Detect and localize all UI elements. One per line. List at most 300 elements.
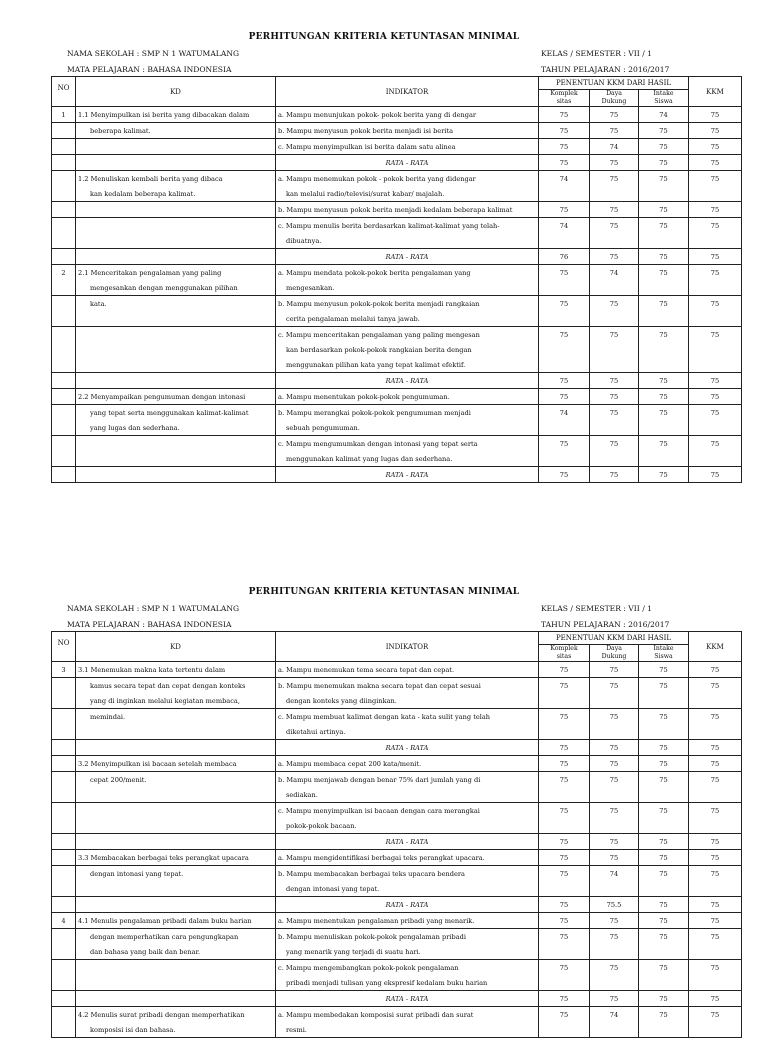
cell-kompleksitas	[539, 280, 590, 296]
cell-kkm: 75	[689, 803, 742, 819]
row-kd: yang tepat serta menggunakan kalimat-kalimat	[76, 405, 276, 421]
cell-intake	[639, 881, 689, 897]
cell-kompleksitas: 75	[539, 123, 590, 139]
cell-intake: 75	[639, 662, 689, 678]
row-indikator: b. Mampu menemukan makna secara tepat dan cepat sesuai	[276, 678, 539, 694]
header-kompleksitas	[539, 90, 590, 107]
class-semester: KELAS / SEMESTER : VII / 1	[541, 49, 653, 58]
cell-kkm: 75	[689, 866, 742, 882]
table-row	[52, 249, 742, 265]
header-daya-dukung-line2: Dukung	[601, 653, 627, 660]
row-no	[52, 866, 76, 882]
cell-kkm: 75	[689, 960, 742, 976]
cell-kkm	[689, 944, 742, 960]
cell-intake: 75	[639, 772, 689, 788]
row-indikator: b. Mampu menuliskan pokok-pokok pengalaman pribadi	[276, 929, 539, 945]
row-kd: dengan memperhatikan cara pengungkapan	[76, 929, 276, 945]
table-row	[52, 296, 742, 312]
header-kompleksitas-line1: Komplek	[550, 645, 578, 652]
row-indikator: c. Mampu menulis berita berdasarkan kalimat-kalimat yang telah-	[276, 218, 539, 234]
cell-kkm	[689, 975, 742, 991]
table-row	[52, 311, 742, 327]
cell-kkm	[689, 420, 742, 436]
cell-intake: 75	[639, 202, 689, 218]
cell-daya-dukung: 74	[590, 139, 639, 155]
row-no	[52, 929, 76, 945]
cell-daya-dukung	[590, 342, 639, 357]
table-row	[52, 678, 742, 694]
cell-kompleksitas: 75	[539, 709, 590, 725]
cell-kkm: 75	[689, 171, 742, 187]
table-row	[52, 357, 742, 373]
table-row	[52, 850, 742, 866]
row-indikator: pribadi menjadi tulisan yang ekspresif kedalam buku harian	[276, 975, 539, 991]
table-row	[52, 389, 742, 405]
kkm-table	[51, 76, 742, 483]
cell-daya-dukung	[590, 975, 639, 991]
row-rata-rata: RATA - RATA	[276, 991, 539, 1007]
row-no	[52, 233, 76, 249]
row-no	[52, 311, 76, 327]
cell-intake	[639, 233, 689, 249]
row-no	[52, 373, 76, 389]
cell-kompleksitas: 75	[539, 678, 590, 694]
table-row	[52, 740, 742, 756]
row-no: 1	[52, 107, 76, 123]
row-no	[52, 850, 76, 866]
row-kd: yang lugas dan sederhana.	[76, 420, 276, 436]
cell-kompleksitas	[539, 724, 590, 740]
header-intake-line2: Siswa	[654, 653, 673, 660]
cell-intake	[639, 975, 689, 991]
table-row	[52, 186, 742, 202]
cell-kkm: 75	[689, 296, 742, 312]
row-no	[52, 451, 76, 467]
row-kd	[76, 881, 276, 897]
row-kd: yang di inginkan melalui kegiatan membaca,	[76, 693, 276, 709]
row-no	[52, 389, 76, 405]
cell-kkm: 75	[689, 139, 742, 155]
row-indikator: menggunakan pilihan kata yang tepat kalimat efektif.	[276, 357, 539, 373]
row-indikator: kan melalui radio/televisi/surat kabar/ majalah.	[276, 186, 539, 202]
cell-intake: 75	[639, 467, 689, 483]
header-kkm: KKM	[689, 632, 742, 662]
cell-kompleksitas: 75	[539, 897, 590, 913]
row-indikator: b. Mampu menyusun pokok berita menjadi isi berita	[276, 123, 539, 139]
row-indikator: pokok-pokok bacaan.	[276, 818, 539, 834]
cell-daya-dukung: 74	[590, 866, 639, 882]
cell-intake	[639, 186, 689, 202]
cell-intake: 75	[639, 834, 689, 850]
row-kd: 2.1 Menceritakan pengalaman yang paling	[76, 265, 276, 281]
cell-daya-dukung: 75	[590, 107, 639, 123]
cell-intake: 75	[639, 991, 689, 1007]
row-kd: memindai.	[76, 709, 276, 725]
row-indikator: a. Mampu membaca cepat 200 kata/menit.	[276, 756, 539, 772]
table-row	[52, 693, 742, 709]
cell-kompleksitas: 75	[539, 991, 590, 1007]
header-daya-dukung	[590, 90, 639, 107]
cell-kkm: 75	[689, 265, 742, 281]
cell-kompleksitas	[539, 357, 590, 373]
cell-daya-dukung: 75	[590, 405, 639, 421]
subject: MATA PELAJARAN : BAHASA INDONESIA	[67, 620, 232, 629]
row-indikator: mengesankan.	[276, 280, 539, 296]
table-row	[52, 467, 742, 483]
cell-daya-dukung	[590, 280, 639, 296]
cell-kkm: 75	[689, 155, 742, 171]
row-no: 4	[52, 913, 76, 929]
row-kd: 3.1 Menemukan makna kata tertentu dalam	[76, 662, 276, 678]
cell-kompleksitas: 75	[539, 803, 590, 819]
row-kd: mengesankan dengan menggunakan pilihan	[76, 280, 276, 296]
cell-kompleksitas	[539, 944, 590, 960]
cell-intake: 75	[639, 389, 689, 405]
row-indikator: c. Mampu menyimpulkan isi bacaan dengan cara merangkai	[276, 803, 539, 819]
row-kd	[76, 311, 276, 327]
header-intake-line1: Intake	[653, 90, 674, 97]
cell-kkm: 75	[689, 772, 742, 788]
row-no	[52, 467, 76, 483]
cell-intake: 75	[639, 373, 689, 389]
cell-kkm: 75	[689, 202, 742, 218]
cell-daya-dukung	[590, 357, 639, 373]
header-kd: KD	[76, 632, 276, 662]
table-row	[52, 265, 742, 281]
cell-daya-dukung: 75	[590, 913, 639, 929]
row-kd	[76, 202, 276, 218]
cell-kompleksitas: 75	[539, 662, 590, 678]
table-row	[52, 420, 742, 436]
cell-kkm: 75	[689, 913, 742, 929]
row-no	[52, 405, 76, 421]
row-rata-rata: RATA - RATA	[276, 740, 539, 756]
cell-daya-dukung: 75	[590, 960, 639, 976]
table-row	[52, 881, 742, 897]
academic-year: TAHUN PELAJARAN : 2016/2017	[541, 65, 670, 74]
row-indikator: a. Mampu menentukan pokok-pokok pengumuman.	[276, 389, 539, 405]
row-no	[52, 202, 76, 218]
cell-kkm: 75	[689, 123, 742, 139]
cell-kkm: 75	[689, 327, 742, 343]
cell-intake: 75	[639, 803, 689, 819]
cell-kompleksitas: 75	[539, 389, 590, 405]
row-no	[52, 186, 76, 202]
row-kd	[76, 342, 276, 357]
table-row	[52, 373, 742, 389]
row-indikator: c. Mampu mengumumkan dengan intonasi yang tepat serta	[276, 436, 539, 452]
row-kd	[76, 357, 276, 373]
cell-intake	[639, 420, 689, 436]
row-no	[52, 218, 76, 234]
cell-kompleksitas	[539, 881, 590, 897]
cell-intake: 75	[639, 327, 689, 343]
cell-kompleksitas: 75	[539, 139, 590, 155]
cell-daya-dukung: 74	[590, 265, 639, 281]
cell-kompleksitas: 74	[539, 171, 590, 187]
cell-kompleksitas: 75	[539, 107, 590, 123]
row-indikator: yang menarik yang terjadi di suatu hari.	[276, 944, 539, 960]
row-indikator: b. Mampu menjawab dengan benar 75% dari jumlah yang di	[276, 772, 539, 788]
row-kd	[76, 436, 276, 452]
cell-intake	[639, 357, 689, 373]
cell-daya-dukung: 75	[590, 991, 639, 1007]
row-indikator: diketahui artinya.	[276, 724, 539, 740]
row-kd	[76, 155, 276, 171]
row-no	[52, 280, 76, 296]
table-row	[52, 897, 742, 913]
row-kd: kamus secara tepat dan cepat dengan konteks	[76, 678, 276, 694]
row-indikator: cerita pengalaman melalui tanya jawab.	[276, 311, 539, 327]
row-no	[52, 171, 76, 187]
row-indikator: a. Mampu menentukan pengalaman pribadi yang menarik.	[276, 913, 539, 929]
cell-daya-dukung: 75	[590, 803, 639, 819]
table-row	[52, 233, 742, 249]
row-no	[52, 357, 76, 373]
table-row	[52, 756, 742, 772]
cell-intake	[639, 451, 689, 467]
row-indikator: c. Mampu menyimpulkan isi berita dalam satu alinea	[276, 139, 539, 155]
table-row	[52, 662, 742, 678]
row-rata-rata: RATA - RATA	[276, 155, 539, 171]
cell-daya-dukung: 75	[590, 436, 639, 452]
cell-daya-dukung: 75	[590, 327, 639, 343]
cell-intake: 75	[639, 960, 689, 976]
cell-intake: 75	[639, 139, 689, 155]
row-kd: kan kedalam beberapa kalimat.	[76, 186, 276, 202]
row-indikator: a. Mampu mengidentifikasi berbagai teks perangkat upacara.	[276, 850, 539, 866]
cell-intake: 75	[639, 756, 689, 772]
header-intake	[639, 645, 689, 662]
row-kd	[76, 249, 276, 265]
cell-daya-dukung	[590, 944, 639, 960]
row-no	[52, 803, 76, 819]
cell-intake: 75	[639, 866, 689, 882]
row-kd: 3.3 Membacakan berbagai teks perangkat upacara	[76, 850, 276, 866]
cell-kompleksitas	[539, 1022, 590, 1038]
cell-intake	[639, 342, 689, 357]
cell-kompleksitas: 75	[539, 960, 590, 976]
cell-daya-dukung: 75	[590, 929, 639, 945]
row-indikator: sebuah pengumuman.	[276, 420, 539, 436]
header-kd: KD	[76, 77, 276, 107]
table-row	[52, 709, 742, 725]
cell-kkm: 75	[689, 405, 742, 421]
cell-intake	[639, 818, 689, 834]
cell-kkm: 75	[689, 709, 742, 725]
cell-intake: 75	[639, 709, 689, 725]
cell-intake: 75	[639, 405, 689, 421]
cell-kkm: 75	[689, 834, 742, 850]
row-kd	[76, 451, 276, 467]
row-no	[52, 123, 76, 139]
header-daya-dukung-line1: Daya	[606, 90, 622, 97]
cell-daya-dukung	[590, 724, 639, 740]
cell-kkm	[689, 724, 742, 740]
cell-kkm	[689, 186, 742, 202]
cell-daya-dukung	[590, 311, 639, 327]
cell-kkm	[689, 881, 742, 897]
cell-kkm: 75	[689, 850, 742, 866]
cell-intake: 75	[639, 913, 689, 929]
row-no	[52, 678, 76, 694]
row-indikator: b. Mampu menyusun pokok-pokok berita menjadi rangkaian	[276, 296, 539, 312]
table-row	[52, 436, 742, 452]
row-no	[52, 772, 76, 788]
cell-intake	[639, 944, 689, 960]
cell-daya-dukung	[590, 186, 639, 202]
cell-kompleksitas: 75	[539, 1007, 590, 1023]
cell-kompleksitas	[539, 787, 590, 803]
cell-kompleksitas: 76	[539, 249, 590, 265]
row-no	[52, 327, 76, 343]
header-kkm: KKM	[689, 77, 742, 107]
table-row	[52, 327, 742, 343]
cell-intake: 75	[639, 850, 689, 866]
cell-intake: 75	[639, 123, 689, 139]
row-kd: 1.1 Menyimpulkan isi berita yang dibacakan dalam	[76, 107, 276, 123]
row-indikator: b. Mampu membacakan berbagai teks upacara bendera	[276, 866, 539, 882]
header-indikator: INDIKATOR	[276, 632, 539, 662]
cell-kompleksitas: 75	[539, 202, 590, 218]
row-kd	[76, 233, 276, 249]
cell-kkm: 75	[689, 929, 742, 945]
cell-kkm	[689, 1022, 742, 1038]
cell-kkm: 75	[689, 756, 742, 772]
school-name: NAMA SEKOLAH : SMP N 1 WATUMALANG	[67, 49, 240, 58]
cell-kkm: 75	[689, 218, 742, 234]
cell-intake: 75	[639, 897, 689, 913]
cell-intake: 75	[639, 436, 689, 452]
cell-intake: 75	[639, 1007, 689, 1023]
header-no: NO	[52, 632, 76, 662]
cell-daya-dukung	[590, 451, 639, 467]
row-indikator: b. Mampu merangkai pokok-pokok pengumuman menjadi	[276, 405, 539, 421]
row-kd: 1.2 Menuliskan kembali berita yang dibaca	[76, 171, 276, 187]
row-kd: 3.2 Menyimpulkan isi bacaan setelah membaca	[76, 756, 276, 772]
row-indikator: resmi.	[276, 1022, 539, 1038]
cell-intake	[639, 311, 689, 327]
table-row	[52, 280, 742, 296]
table-row	[52, 1022, 742, 1038]
row-indikator: c. Mampu mengembangkan pokok-pokok pengalaman	[276, 960, 539, 976]
row-indikator: kan berdasarkan pokok-pokok rangkaian berita dengan	[276, 342, 539, 357]
cell-intake: 75	[639, 249, 689, 265]
row-no	[52, 787, 76, 803]
row-kd	[76, 834, 276, 850]
table-row	[52, 834, 742, 850]
row-indikator: a. Mampu membedakan komposisi surat pribadi dan surat	[276, 1007, 539, 1023]
cell-daya-dukung: 75	[590, 249, 639, 265]
cell-kkm: 75	[689, 678, 742, 694]
cell-intake	[639, 787, 689, 803]
row-kd	[76, 218, 276, 234]
cell-intake: 75	[639, 155, 689, 171]
cell-kompleksitas: 75	[539, 436, 590, 452]
table-row	[52, 405, 742, 421]
row-kd: kata.	[76, 296, 276, 312]
table-row	[52, 913, 742, 929]
header-intake	[639, 90, 689, 107]
table-row	[52, 960, 742, 976]
cell-kkm: 75	[689, 389, 742, 405]
table-row	[52, 991, 742, 1007]
cell-daya-dukung: 75	[590, 373, 639, 389]
table-row	[52, 107, 742, 123]
cell-daya-dukung: 75	[590, 467, 639, 483]
row-kd: 4.2 Menulis surat pribadi dengan memperhatikan	[76, 1007, 276, 1023]
row-no	[52, 155, 76, 171]
cell-intake	[639, 280, 689, 296]
cell-kkm	[689, 818, 742, 834]
row-no	[52, 249, 76, 265]
cell-kkm	[689, 280, 742, 296]
cell-kkm: 75	[689, 1007, 742, 1023]
cell-kkm: 75	[689, 662, 742, 678]
cell-kkm: 75	[689, 373, 742, 389]
row-indikator: sediakan.	[276, 787, 539, 803]
row-kd: cepat 200/menit.	[76, 772, 276, 788]
row-kd	[76, 960, 276, 976]
cell-daya-dukung	[590, 818, 639, 834]
cell-kompleksitas: 75	[539, 373, 590, 389]
header-no: NO	[52, 77, 76, 107]
row-no	[52, 818, 76, 834]
cell-kompleksitas	[539, 420, 590, 436]
table-row	[52, 218, 742, 234]
table-row	[52, 818, 742, 834]
row-no	[52, 436, 76, 452]
cell-daya-dukung	[590, 233, 639, 249]
header-penentuan: PENENTUAN KKM DARI HASIL	[539, 632, 689, 645]
row-no	[52, 1007, 76, 1023]
table-row	[52, 772, 742, 788]
row-rata-rata: RATA - RATA	[276, 897, 539, 913]
row-kd	[76, 975, 276, 991]
cell-daya-dukung: 75	[590, 296, 639, 312]
cell-kompleksitas	[539, 818, 590, 834]
header-intake-line1: Intake	[653, 645, 674, 652]
row-no	[52, 724, 76, 740]
cell-daya-dukung: 75	[590, 850, 639, 866]
cell-kompleksitas	[539, 342, 590, 357]
table-row	[52, 171, 742, 187]
row-indikator: dibuatnya.	[276, 233, 539, 249]
cell-kkm: 75	[689, 249, 742, 265]
cell-intake: 75	[639, 740, 689, 756]
cell-daya-dukung	[590, 1022, 639, 1038]
row-kd	[76, 373, 276, 389]
cell-intake: 75	[639, 218, 689, 234]
table-row	[52, 724, 742, 740]
table-row	[52, 803, 742, 819]
academic-year: TAHUN PELAJARAN : 2016/2017	[541, 620, 670, 629]
row-indikator: a. Mampu mendata pokok-pokok berita pengalaman yang	[276, 265, 539, 281]
row-indikator: menggunakan kalimat yang lugas dan sederhana.	[276, 451, 539, 467]
cell-intake: 75	[639, 929, 689, 945]
cell-kompleksitas	[539, 311, 590, 327]
cell-intake	[639, 1022, 689, 1038]
cell-kkm	[689, 342, 742, 357]
table-row	[52, 451, 742, 467]
row-kd	[76, 327, 276, 343]
cell-kkm	[689, 357, 742, 373]
table-row	[52, 123, 742, 139]
table-row	[52, 866, 742, 882]
row-no	[52, 881, 76, 897]
cell-intake: 75	[639, 296, 689, 312]
cell-kompleksitas: 74	[539, 405, 590, 421]
